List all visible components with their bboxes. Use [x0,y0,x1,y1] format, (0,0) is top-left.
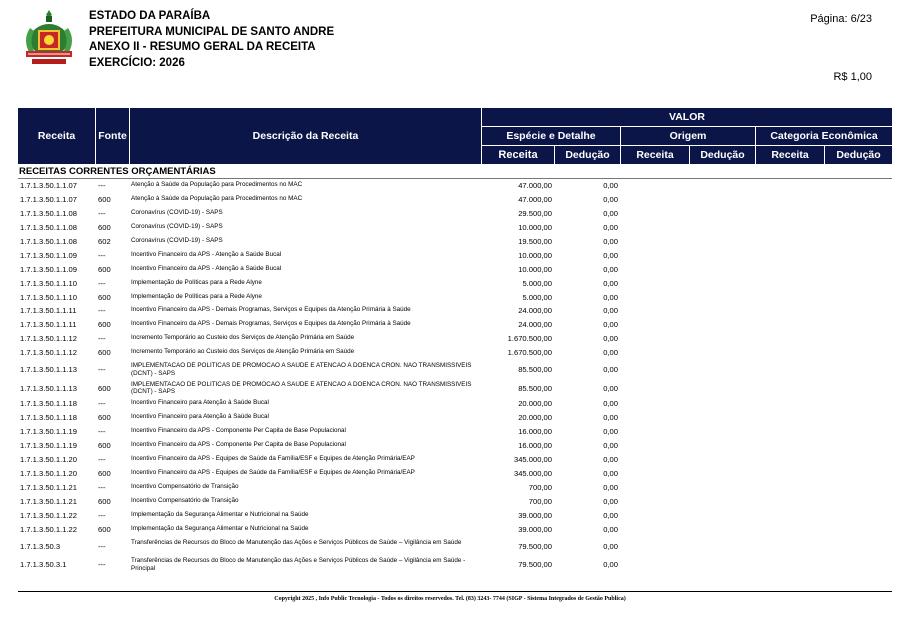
receita-value: 345.000,00 [513,469,552,479]
descricao: Incentivo Compensatório de Transição [131,496,239,504]
receita-value: 20.000,00 [518,413,552,423]
deducao-value: 0,00 [603,399,618,409]
receita-value: 10.000,00 [518,222,552,232]
header-annex-title: ANEXO II - RESUMO GERAL DA RECEITA [89,41,316,53]
deducao-value: 0,00 [603,469,618,479]
descricao: Incentivo Financeiro da APS - Equipes de Saúde da Família/ESF e Equipes de Atenção Primária/EAP [131,469,415,477]
receita-code: 1.7.1.3.50.1.1.11 [20,306,77,316]
descricao: Coronavírus (COVID-19) - SAPS [131,236,223,244]
deducao-value: 0,00 [603,441,618,451]
receita-code: 1.7.1.3.50.1.1.08 [20,208,78,218]
fonte-code: 600 [98,469,111,479]
descricao: Transferências de Recursos do Bloco de Manutenção das Ações e Serviços Públicos de Saúde – Vigilância em Saúde - Principal [131,557,466,572]
fonte-code: 600 [98,524,111,534]
receita-code: 1.7.1.3.50.1.1.09 [20,250,78,260]
receita-value: 1.670.500,00 [507,334,552,344]
deducao-value: 0,00 [603,236,618,246]
receita-value: 1.670.500,00 [507,348,552,358]
descricao: Transferências de Recursos do Bloco de Manutenção das Ações e Serviços Públicos de Saúde – Vigilância em Saúde [131,538,462,546]
descricao: Incentivo Compensatório de Transição [131,483,239,490]
table-row [18,320,892,334]
deducao-value: 0,00 [603,334,618,344]
sub-header-especie-receita: Receita [482,146,554,164]
document-header [89,9,334,71]
table-row [18,427,892,441]
group-header-especie-detalhe: Espécie e Detalhe [482,127,620,145]
column-header-valor: VALOR [482,108,892,126]
receita-code: 1.7.1.3.50.1.1.13 [20,383,78,393]
fonte-code: 600 [98,320,111,330]
descricao: IMPLEMENTACAO DE POLITICAS DE PROMOCAO A SAUDE E ATENCAO A DOENCA CRON. NAO TRANSMISSIVEIS (DCNT) - SAPS [131,362,472,377]
descricao: Incentivo Financeiro para Atenção à Saúde Bucal [131,413,269,421]
fonte-code: 600 [98,292,111,302]
receita-code: 1.7.1.3.50.1.1.07 [20,194,78,204]
descricao: Incremento Temporário ao Custeio dos Serviços de Atenção Primária em Saúde [131,334,355,342]
table-row [18,279,892,293]
descricao: Incentivo Financeiro para Atenção à Saúde Bucal [131,399,269,407]
fonte-code: --- [98,560,106,570]
fonte-code: --- [98,306,106,316]
fonte-code: 600 [98,413,111,423]
table-row [18,483,892,497]
receita-value: 19.500,00 [518,236,552,246]
fonte-code: --- [98,483,106,492]
table-row [18,293,892,307]
receita-value: 24.000,00 [518,306,552,316]
table-row [18,413,892,427]
receita-value: 47.000,00 [518,181,552,190]
fonte-code: --- [98,208,106,218]
table-row [18,362,892,381]
fonte-code: --- [98,250,106,260]
descricao: Incremento Temporário ao Custeio dos Serviços de Atenção Primária em Saúde [131,348,355,356]
fonte-code: 600 [98,194,111,204]
receita-code: 1.7.1.3.50.1.1.11 [20,320,77,330]
receita-value: 29.500,00 [518,208,552,218]
sub-header-categoria-deducao: Dedução [825,146,892,164]
receita-code: 1.7.1.3.50.1.1.18 [20,413,78,423]
deducao-value: 0,00 [603,181,618,190]
receita-code: 1.7.1.3.50.1.1.20 [20,469,78,479]
receita-code: 1.7.1.3.50.1.1.09 [20,264,78,274]
receita-code: 1.7.1.3.50.1.1.22 [20,510,78,520]
table-row [18,557,892,576]
deducao-value: 0,00 [603,560,618,570]
table-row [18,455,892,469]
descricao: Atenção à Saúde da População para Procedimentos no MAC [131,194,303,202]
descricao: Incentivo Financeiro da APS - Equipes de Saúde da Família/ESF e Equipes de Atenção Primária/EAP [131,455,415,463]
fonte-code: --- [98,181,106,190]
fonte-code: --- [98,399,106,409]
receita-value: 345.000,00 [513,455,552,465]
deducao-value: 0,00 [603,524,618,534]
table-row [18,306,892,320]
receita-value: 5.000,00 [522,278,552,288]
receita-value: 79.500,00 [518,541,552,551]
section-title: RECEITAS CORRENTES ORÇAMENTÁRIAS [19,166,216,177]
fonte-code: --- [98,510,106,520]
receita-value: 39.000,00 [518,510,552,520]
table-row [18,511,892,525]
fonte-code: 600 [98,496,111,506]
deducao-value: 0,00 [603,383,618,393]
header-fiscal-year: EXERCÍCIO: 2026 [89,56,185,69]
table-row [18,209,892,223]
deducao-value: 0,00 [603,278,618,288]
fonte-code: --- [98,334,106,344]
descricao: Incentivo Financeiro da APS - Componente Per Capita de Base Populacional [131,441,346,449]
fonte-code: 600 [98,264,111,274]
deducao-value: 0,00 [603,510,618,520]
table-row [18,237,892,251]
descricao: Incentivo Financeiro da APS - Demais Programas, Serviços e Equipes da Atenção Primária à Saúde [131,306,411,314]
table-row [18,334,892,348]
column-header-fonte: Fonte [96,108,129,164]
fonte-code: 602 [98,236,111,246]
header-state: ESTADO DA PARAÍBA [89,10,211,22]
fonte-code: --- [98,365,106,375]
descricao: Atenção à Saúde da População para Procedimentos no MAC [131,181,303,188]
receita-value: 20.000,00 [518,399,552,409]
table-row [18,181,892,195]
deducao-value: 0,00 [603,483,618,492]
table-row [18,265,892,279]
sub-header-categoria-receita: Receita [756,146,824,164]
sub-header-origem-deducao: Dedução [690,146,755,164]
revenue-table-body [18,181,892,576]
deducao-value: 0,00 [603,427,618,437]
receita-code: 1.7.1.3.50.1.1.08 [20,236,78,246]
deducao-value: 0,00 [603,194,618,204]
deducao-value: 0,00 [603,250,618,260]
table-row [18,539,892,558]
deducao-value: 0,00 [603,264,618,274]
receita-value: 700,00 [528,483,552,492]
receita-code: 1.7.1.3.50.1.1.18 [20,399,78,409]
table-row [18,441,892,455]
fonte-code: --- [98,455,106,465]
receita-value: 10.000,00 [518,250,552,260]
section-divider [18,178,892,179]
deducao-value: 0,00 [603,541,618,551]
municipal-coat-of-arms-logo [18,8,80,72]
table-row [18,399,892,413]
fonte-code: 600 [98,348,111,358]
table-row [18,525,892,539]
table-row [18,381,892,400]
receita-value: 16.000,00 [518,441,552,451]
receita-code: 1.7.1.3.50.1.1.07 [20,181,78,190]
header-municipality: PREFEITURA MUNICIPAL DE SANTO ANDRE [89,25,335,38]
deducao-value: 0,00 [603,365,618,375]
descricao: Incentivo Financeiro da APS - Componente Per Capita de Base Populacional [131,427,346,435]
footer-copyright: Copyright 2025 , Info Public Tecnologia - Todos os direitos reservedos. Tel. (83) 3243- 7744 (SIGP - Sistema Integrados de Gestão Publica) [274,596,626,602]
receita-code: 1.7.1.3.50.1.1.21 [20,496,78,506]
table-row [18,251,892,265]
deducao-value: 0,00 [603,208,618,218]
descricao: IMPLEMENTACAO DE POLITICAS DE PROMOCAO A SAUDE E ATENCAO A DOENCA CRON. NAO TRANSMISSIVEIS (DCNT) - SAPS [131,380,472,396]
table-row [18,195,892,209]
fonte-code: --- [98,278,106,288]
descricao: Implementação de Políticas para a Rede Alyne [131,278,262,286]
descricao: Incentivo Financeiro da APS - Demais Programas, Serviços e Equipes da Atenção Primária à Saúde [131,320,411,328]
receita-value: 5.000,00 [522,292,552,302]
receita-value: 10.000,00 [518,264,552,274]
fonte-code: 600 [98,441,111,451]
receita-code: 1.7.1.3.50.1.1.13 [20,365,78,375]
receita-code: 1.7.1.3.50.1.1.10 [20,292,78,302]
fonte-code: 600 [98,383,111,393]
receita-value: 16.000,00 [518,427,552,437]
receita-code: 1.7.1.3.50.3 [20,541,61,551]
descricao: Incentivo Financeiro da APS - Atenção a Saúde Bucal [131,250,282,258]
receita-value: 79.500,00 [518,560,552,570]
receita-value: 85.500,00 [518,383,552,393]
table-row [18,469,892,483]
currency-unit: R$ 1,00 [833,71,872,83]
descricao: Implementação da Segurança Alimentar e Nutricional na Saúde [131,524,309,532]
table-row [18,497,892,511]
receita-value: 39.000,00 [518,524,552,534]
column-header-descricao: Descrição da Receita [130,108,481,164]
receita-code: 1.7.1.3.50.1.1.12 [20,348,78,358]
sub-header-especie-deducao: Dedução [555,146,620,164]
receita-code: 1.7.1.3.50.1.1.08 [20,222,78,232]
receita-code: 1.7.1.3.50.1.1.12 [20,334,78,344]
descricao: Implementação da Segurança Alimentar e Nutricional na Saúde [131,510,309,518]
descricao: Incentivo Financeiro da APS - Atenção a Saúde Bucal [131,264,282,272]
receita-code: 1.7.1.3.50.1.1.10 [20,278,78,288]
table-row [18,348,892,362]
descricao: Coronavírus (COVID-19) - SAPS [131,208,223,216]
receita-code: 1.7.1.3.50.1.1.21 [20,483,78,492]
receita-code: 1.7.1.3.50.1.1.19 [20,427,78,437]
group-header-origem: Origem [621,127,755,145]
receita-value: 24.000,00 [518,320,552,330]
deducao-value: 0,00 [603,222,618,232]
table-row [18,223,892,237]
fonte-code: --- [98,427,106,437]
footer-divider [18,591,892,592]
fonte-code: --- [98,541,106,551]
deducao-value: 0,00 [603,348,618,358]
column-header-receita: Receita [18,108,95,164]
page-number: Página: 6/23 [810,13,872,25]
deducao-value: 0,00 [603,413,618,423]
sub-header-origem-receita: Receita [621,146,689,164]
receita-code: 1.7.1.3.50.3.1 [20,560,67,570]
receita-code: 1.7.1.3.50.1.1.19 [20,441,78,451]
descricao: Implementação de Políticas para a Rede Alyne [131,292,262,300]
receita-value: 85.500,00 [518,365,552,375]
deducao-value: 0,00 [603,320,618,330]
group-header-categoria-economica: Categoria Econômica [756,127,892,145]
receita-code: 1.7.1.3.50.1.1.22 [20,524,78,534]
fonte-code: 600 [98,222,111,232]
receita-code: 1.7.1.3.50.1.1.20 [20,455,78,465]
receita-value: 47.000,00 [518,194,552,204]
receita-value: 700,00 [528,496,552,506]
deducao-value: 0,00 [603,306,618,316]
deducao-value: 0,00 [603,292,618,302]
deducao-value: 0,00 [603,455,618,465]
descricao: Coronavírus (COVID-19) - SAPS [131,222,223,230]
deducao-value: 0,00 [603,496,618,506]
